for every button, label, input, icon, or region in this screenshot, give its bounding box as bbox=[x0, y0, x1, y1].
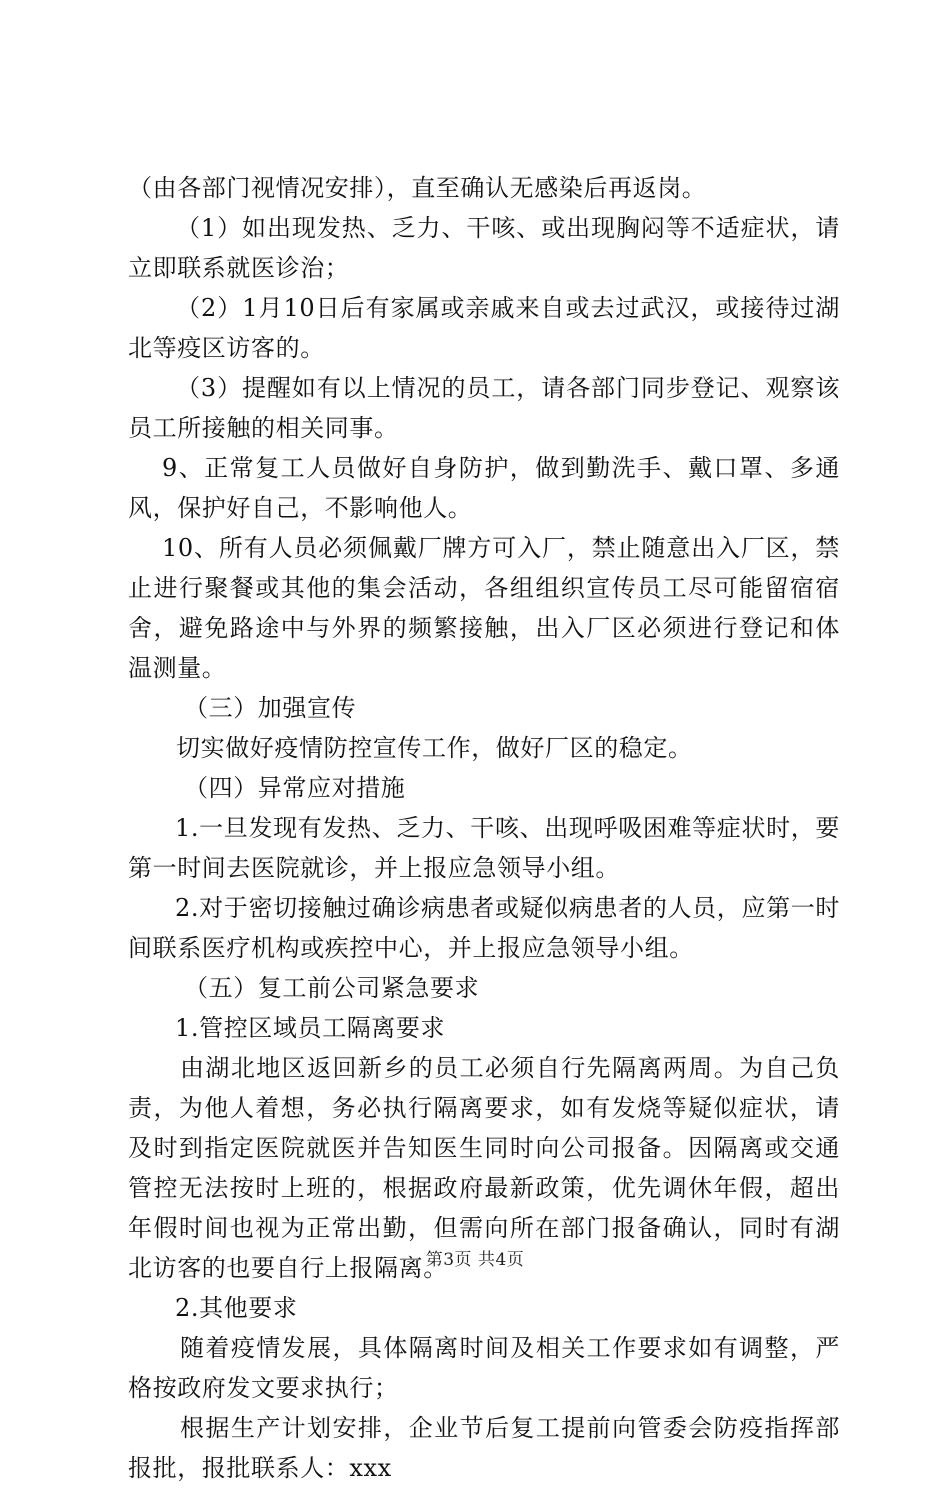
paragraph-isolation-body: 由湖北地区返回新乡的员工必须自行先隔离两周。为自己负责，为他人着想，务必执行隔离要求，如有发烧等疑似症状，请及时到指定医院就医并告知医生同时向公司报备。因隔离或交通管控无法按时上班的，根据政府最新政策，优先调休年假，超出年假时间也视为正常出勤，但需向所在部门报备确认，同时有湖北访客的也要自行上报隔离。 bbox=[128, 1054, 840, 1282]
paragraph-symptom-item-1: （1）如出现发热、乏力、干咳、或出现胸闷等不适症状，请立即联系就医诊治； bbox=[128, 214, 840, 282]
paragraph-reminder-item-3: （3）提醒如有以上情况的员工，请各部门同步登记、观察该员工所接触的相关同事。 bbox=[128, 374, 840, 442]
paragraph-other-requirements-1: 随着疫情发展，具体隔离时间及相关工作要求如有调整，严格按政府发文要求执行； bbox=[128, 1334, 840, 1402]
paragraph-other-requirements-2: 根据生产计划安排，企业节后复工提前向管委会防疫指挥部报批，报批联系人：xxx bbox=[128, 1414, 840, 1482]
paragraph-item-10-access: 10、所有人员必须佩戴厂牌方可入厂，禁止随意出入厂区，禁止进行聚餐或其他的集会活动，各组组织宣传员工尽可能留宿宿舍，避免路途中与外界的频繁接触，出入厂区必须进行登记和体温测量。 bbox=[128, 534, 840, 682]
paragraph-publicity-body: 切实做好疫情防控宣传工作，做好厂区的稳定。 bbox=[176, 734, 693, 762]
paragraph-contact-item-2: （2）1月10日后有家属或亲戚来自或去过武汉，或接待过湖北等疫区访客的。 bbox=[128, 294, 840, 362]
section-heading-emergency-measures: （四）异常应对措施 bbox=[184, 774, 406, 802]
section-heading-publicity: （三）加强宣传 bbox=[184, 694, 357, 722]
paragraph-item-9-protection: 9、正常复工人员做好自身防护，做到勤洗手、戴口罩、多通风，保护好自己，不影响他人。 bbox=[128, 454, 840, 522]
paragraph-emergency-item-1: 1.一旦发现有发热、乏力、干咳、出现呼吸困难等症状时，要第一时间去医院就诊，并上报应急领导小组。 bbox=[128, 814, 840, 882]
subheading-other-requirements: 2.其他要求 bbox=[175, 1294, 298, 1322]
document-body bbox=[128, 168, 840, 1488]
section-heading-urgent-requirements: （五）复工前公司紧急要求 bbox=[184, 974, 480, 1002]
paragraph-return-condition: （由各部门视情况安排），直至确认无感染后再返岗。 bbox=[128, 174, 707, 202]
paragraph-emergency-item-2: 2.对于密切接触过确诊病患者或疑似病患者的人员，应第一时间联系医疗机构或疾控中心，并上报应急领导小组。 bbox=[128, 894, 840, 962]
subheading-isolation-requirements: 1.管控区域员工隔离要求 bbox=[175, 1014, 446, 1042]
page-number-footer: 第3页 共4页 bbox=[425, 1250, 525, 1270]
